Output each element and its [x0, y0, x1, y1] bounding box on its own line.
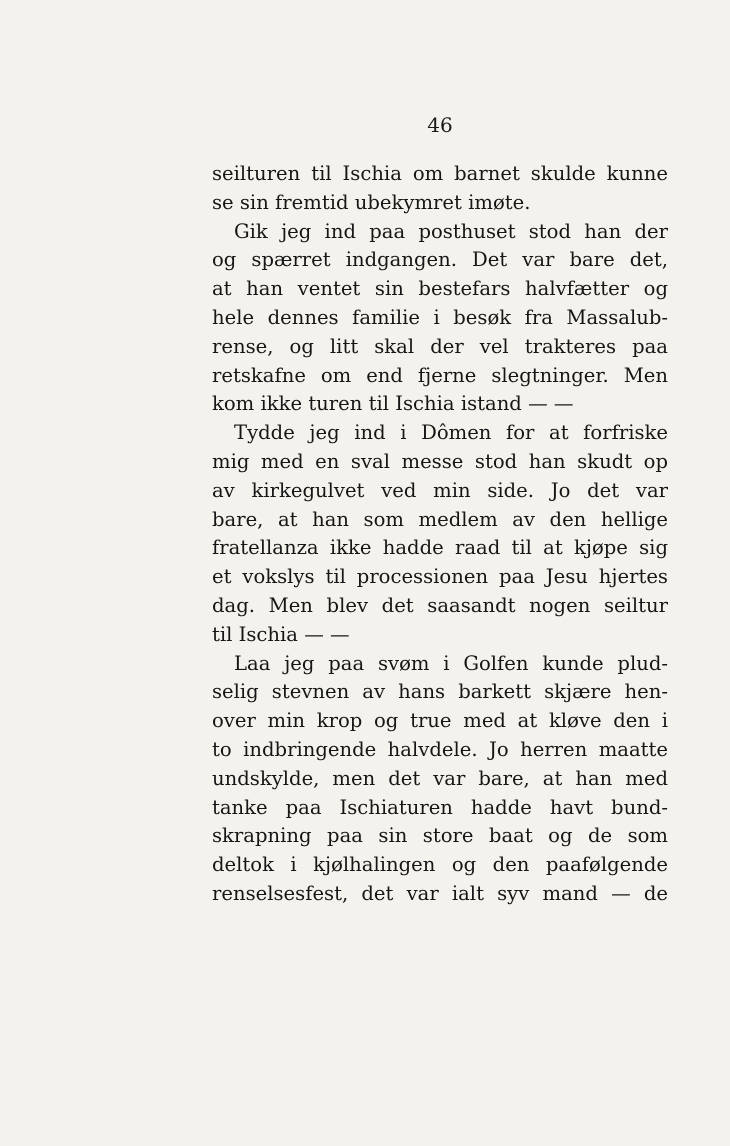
- text-line: tanke paa Ischiaturen hadde havt bund-: [212, 795, 668, 819]
- text-line: Tydde jeg ind i Dômen for at forfriske: [234, 421, 668, 445]
- text-line: retskafne om end fjerne slegtninger. Men: [212, 363, 668, 387]
- text-line: og spærret indgangen. Det var bare det,: [212, 248, 668, 272]
- body-text: [212, 160, 668, 909]
- text-line: over min krop og true med at kløve den i: [212, 709, 668, 733]
- text-line: av kirkegulvet ved min side. Jo det var: [212, 478, 668, 502]
- page-number: 46: [427, 113, 453, 137]
- text-line: renselsesfest, det var ialt syv mand — de: [212, 881, 668, 905]
- text-line: dag. Men blev det saasandt nogen seiltur: [212, 593, 668, 617]
- text-line: fratellanza ikke hadde raad til at kjøpe sig: [212, 536, 668, 560]
- text-line: mig med en sval messe stod han skudt op: [212, 449, 668, 473]
- text-line: rense, og litt skal der vel trakteres paa: [212, 334, 668, 358]
- text-line: se sin fremtid ubekymret imøte.: [212, 190, 531, 214]
- text-line: et vokslys til processionen paa Jesu hjertes: [212, 565, 668, 589]
- text-line: seilturen til Ischia om barnet skulde kunne: [212, 162, 668, 185]
- text-line: skrapning paa sin store baat og de som: [212, 824, 668, 848]
- text-line: Laa jeg paa svøm i Golfen kunde plud-: [234, 651, 668, 675]
- text-line: at han ventet sin bestefars halvfætter og: [212, 277, 668, 301]
- text-line: Gik jeg ind paa posthuset stod han der: [234, 219, 668, 243]
- text-line: kom ikke turen til Ischia istand — —: [212, 392, 574, 416]
- text-line: hele dennes familie i besøk fra Massalub-: [212, 305, 668, 329]
- text-line: to indbringende halvdele. Jo herren maatte: [212, 737, 668, 761]
- text-line: selig stevnen av hans barkett skjære hen-: [212, 680, 668, 704]
- text-line: deltok i kjølhalingen og den paafølgende: [212, 853, 668, 877]
- text-line: til Ischia — —: [212, 622, 350, 646]
- text-line: undskylde, men det var bare, at han med: [212, 766, 668, 790]
- text-line: bare, at han som medlem av den hellige: [212, 507, 668, 531]
